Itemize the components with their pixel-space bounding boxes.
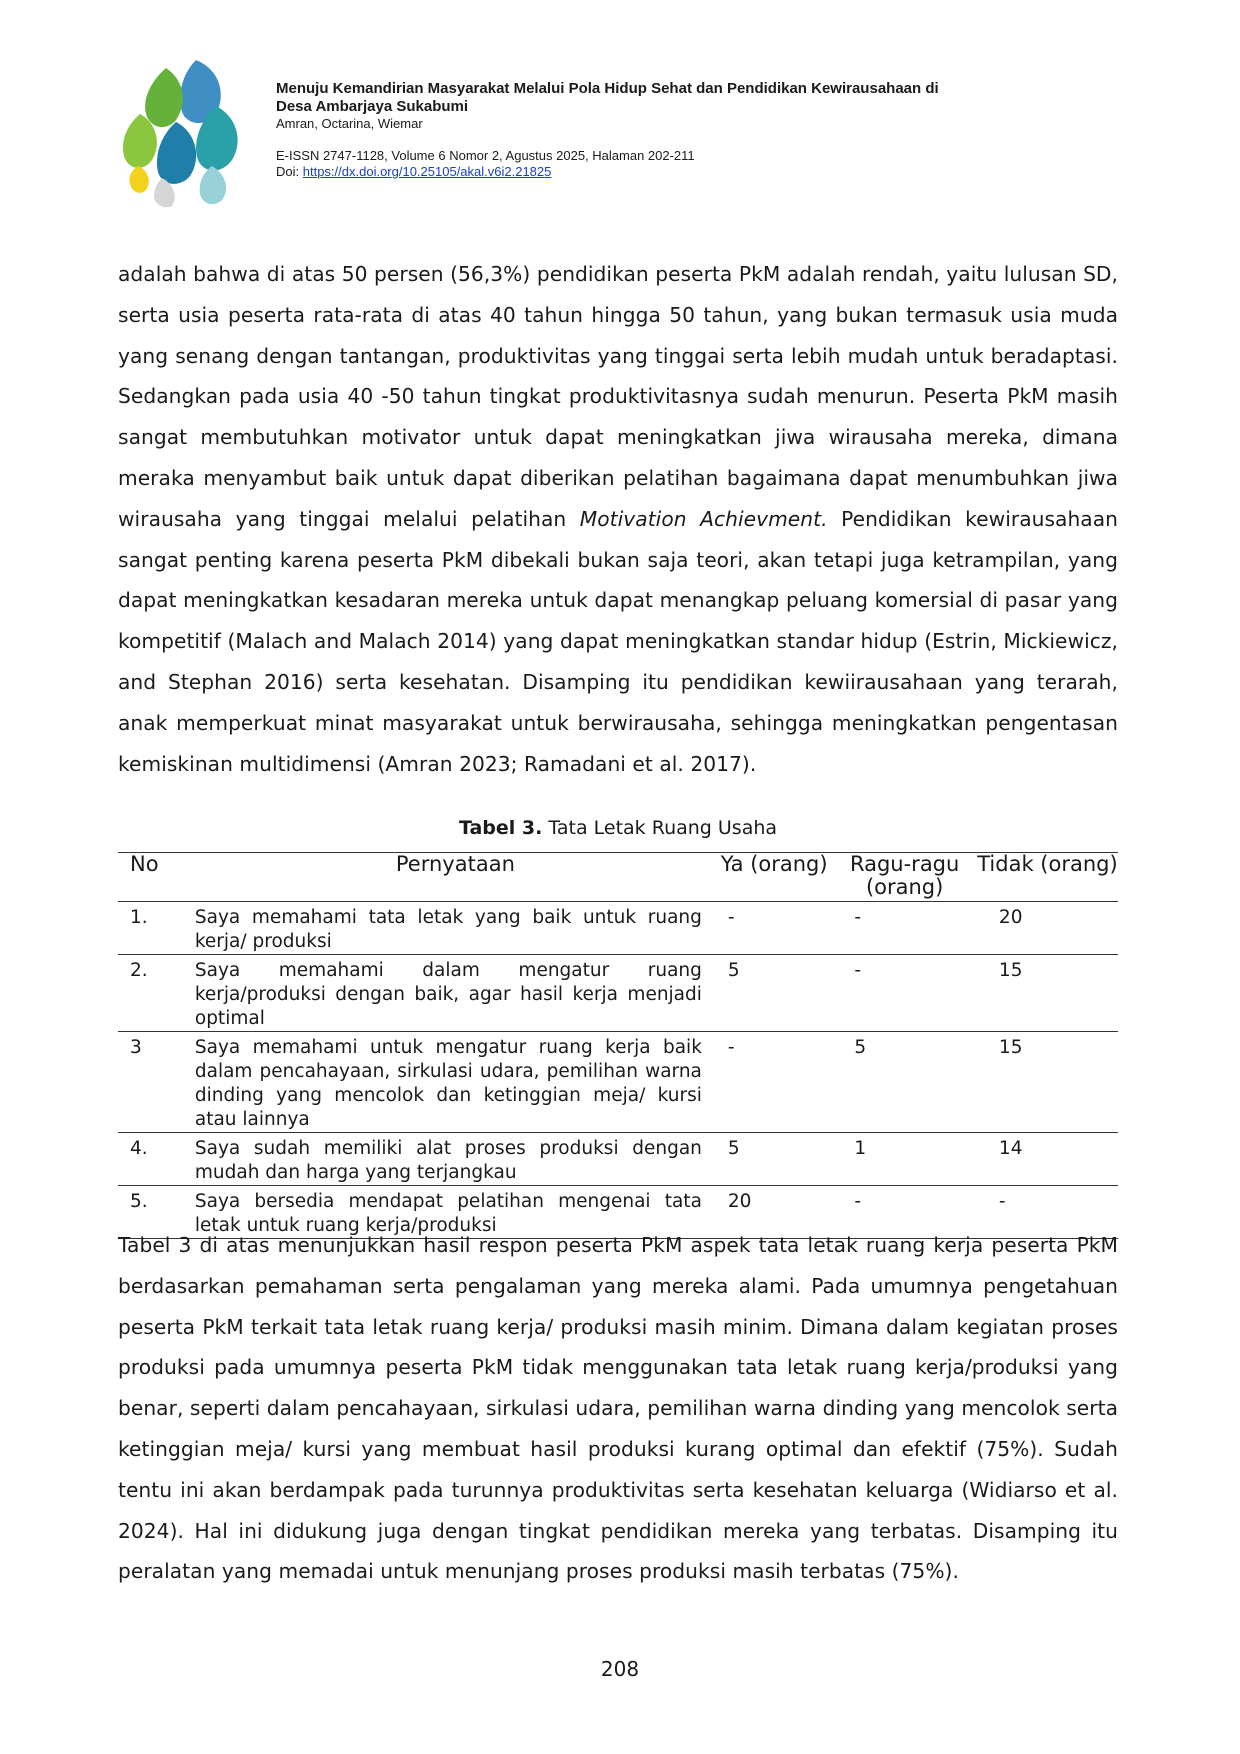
cell-no: 2. (130, 960, 148, 981)
article-authors: Amran, Octarina, Wiemar (276, 116, 423, 131)
cell-ragu: 5 (854, 1037, 867, 1058)
issn-line: E-ISSN 2747-1128, Volume 6 Nomor 2, Agustus 2025, Halaman 202-211 (276, 148, 695, 163)
data-table (118, 852, 1118, 1239)
body-paragraph-2: Tabel 3 di atas menunjukkan hasil respon peserta PkM aspek tata letak ruang kerja peserta PkM berdasarkan pemahaman serta pengalaman yang mereka alami. Pada umumnya pengetahuan peserta PkM terkait tata letak ruang kerja/ produksi masih minim. Dimana dalam kegiatan proses produksi pada umumnya peserta PkM tidak menggunakan tata letak ruang kerja/produksi yang benar, seperti dalam pencahayaan, sirkulasi udara, pemilihan warna dinding yang mencolok serta ketinggian meja/ kursi yang membuat hasil produksi kurang optimal dan efektif (75%). Sudah tentu ini akan berdampak pada turunnya produktivitas serta kesehatan keluarga (Widiarso et al. 2024). Hal ini didukung juga dengan tingkat pendidikan mereka yang terbatas. Disamping itu peralatan yang memadai untuk menunjang proses produksi masih terbatas (75%). (118, 1233, 1118, 1584)
table-row (118, 1032, 1118, 1133)
cell-ya: 5 (727, 960, 740, 981)
cell-tidak: - (998, 1191, 1006, 1212)
cell-ya: - (727, 1037, 735, 1058)
cell-no: 4. (130, 1138, 148, 1159)
body-paragraph-1: adalah bahwa di atas 50 persen (56,3%) pendidikan peserta PkM adalah rendah, yaitu lulusan SD, serta usia peserta rata-rata di atas 40 tahun hingga 50 tahun, yang bukan termasuk usia muda yang senang dengan tantangan, produktivitas yang tinggai serta lebih mudah untuk beradaptasi. Sedangkan pada usia 40 -50 tahun tingkat produktivitasnya sudah menurun. Peserta PkM masih sangat membutuhkan motivator untuk dapat meningkatkan jiwa wirausaha mereka, dimana meraka menyambut baik untuk dapat diberikan pelatihan bagaimana dapat menumbuhkan jiwa wirausaha yang tinggai melalui pelatihan Motivation Achievment. Pendidikan kewirausahaan sangat penting karena peserta PkM dibekali bukan saja teori, akan tetapi juga ketrampilan, yang dapat meningkatkan kesadaran mereka untuk dapat menangkap peluang komersial di pasar yang kompetitif (Malach and Malach 2014) yang dapat meningkatkan standar hidup (Estrin, Mickiewicz, and Stephan 2016) serta kesehatan. Disamping itu pendidikan kewiirausahaan yang terarah, anak memperkuat minat masyarakat untuk berwirausaha, sehingga meningkatkan pengentasan kemiskinan multidimensi (Amran 2023; Ramadani et al. 2017). (118, 262, 1118, 776)
header-statement: Pernyataan (395, 852, 515, 876)
table-row (118, 902, 1118, 955)
cell-no: 5. (130, 1191, 148, 1212)
cell-ya: 20 (727, 1191, 752, 1212)
article-title: Menuju Kemandirian Masyarakat Melalui Pola Hidup Sehat dan Pendidikan Kewirausahaan di Desa Ambarjaya Sukabumi (276, 80, 939, 115)
cell-statement: Saya memahami dalam mengatur ruang kerja/produksi dengan baik, agar hasil kerja menjadi optimal (194, 960, 702, 1029)
table-row (118, 1133, 1118, 1186)
cell-ragu: - (854, 960, 862, 981)
cell-ya: 5 (727, 1138, 740, 1159)
page-header (118, 58, 1128, 208)
header-text (276, 80, 1126, 180)
header-no: No (130, 852, 159, 876)
cell-statement: Saya memahami untuk mengatur ruang kerja baik dalam pencahayaan, sirkulasi udara, pemilihan warna dinding yang mencolok dan ketinggian meja/ kursi atau lainnya (194, 1037, 702, 1130)
cell-statement: Saya bersedia mendapat pelatihan mengenai tata letak untuk ruang kerja/produksi (194, 1191, 702, 1236)
page-number: 208 (600, 1657, 640, 1681)
cell-ragu: 1 (854, 1138, 867, 1159)
cell-statement: Saya sudah memiliki alat proses produksi dengan mudah dan harga yang terjangkau (194, 1138, 702, 1183)
header-tidak: Tidak (orang) (977, 852, 1118, 876)
journal-logo-icon (118, 58, 248, 208)
cell-tidak: 20 (998, 907, 1023, 928)
cell-statement: Saya memahami tata letak yang baik untuk ruang kerja/ produksi (194, 907, 702, 952)
cell-tidak: 14 (998, 1138, 1023, 1159)
header-ya: Ya (orang) (720, 852, 828, 876)
table-row (118, 955, 1118, 1032)
table-header-row (118, 853, 1118, 902)
doi-link[interactable]: https://dx.doi.org/10.25105/akal.v6i2.21825 (302, 164, 552, 179)
cell-no: 1. (130, 907, 148, 928)
cell-ya: - (727, 907, 735, 928)
cell-tidak: 15 (998, 1037, 1023, 1058)
header-ragu: Ragu-ragu (orang) (849, 852, 960, 899)
cell-ragu: - (854, 907, 862, 928)
cell-no: 3 (130, 1037, 142, 1058)
doi-line: Doi: https://dx.doi.org/10.25105/akal.v6i2.21825 (276, 164, 552, 179)
cell-ragu: - (854, 1191, 862, 1212)
table-caption: Tabel 3. Tata Letak Ruang Usaha (458, 817, 778, 839)
cell-tidak: 15 (998, 960, 1023, 981)
